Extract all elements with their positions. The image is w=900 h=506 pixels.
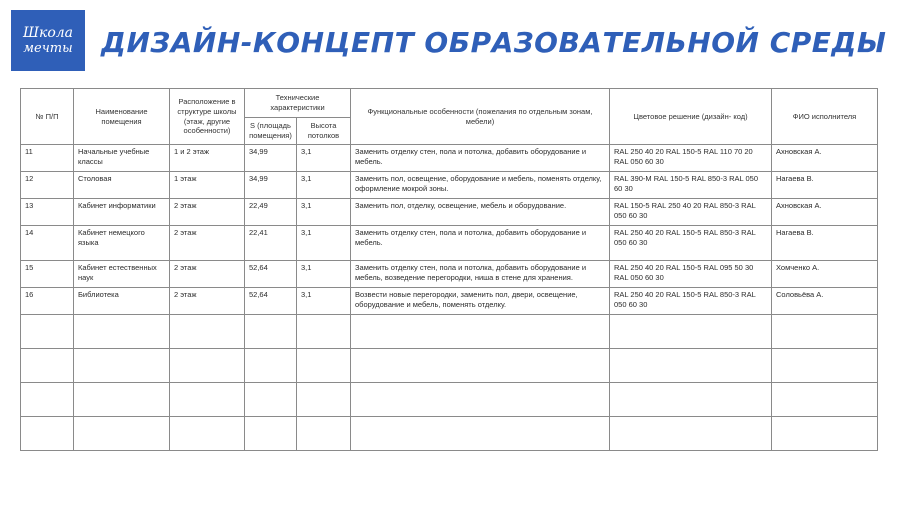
empty-cell-functional <box>351 417 610 451</box>
cell-area: 22,49 <box>245 199 297 226</box>
empty-row <box>21 383 878 417</box>
cell-location: 2 этаж <box>170 199 245 226</box>
table-row <box>21 145 878 172</box>
empty-cell-name <box>74 349 170 383</box>
header-room-name: Наименование помещения <box>74 89 170 145</box>
cell-location: 1 и 2 этаж <box>170 145 245 172</box>
empty-cell-color <box>610 315 772 349</box>
table-row <box>21 172 878 199</box>
table-row <box>21 226 878 261</box>
cell-name: Столовая <box>74 172 170 199</box>
cell-color: RAL 390-M RAL 150-5 RAL 850-3 RAL 050 60 30 <box>610 172 772 199</box>
cell-area: 22,41 <box>245 226 297 261</box>
header-area: S (площадь помещения) <box>245 118 297 145</box>
cell-author: Соловьёва А. <box>772 288 878 315</box>
empty-cell-num <box>21 383 74 417</box>
empty-cell-location <box>170 417 245 451</box>
cell-color: RAL 250 40 20 RAL 150-5 RAL 095 50 30 RAL 050 60 30 <box>610 261 772 288</box>
cell-name: Кабинет естественных наук <box>74 261 170 288</box>
cell-name: Кабинет немецкого языка <box>74 226 170 261</box>
empty-cell-functional <box>351 383 610 417</box>
empty-cell-author <box>772 315 878 349</box>
cell-name: Кабинет информатики <box>74 199 170 226</box>
empty-cell-height <box>297 349 351 383</box>
cell-height: 3,1 <box>297 172 351 199</box>
cell-functional: Заменить пол, освещение, оборудование и мебель, поменять отделку, оформление мокрой зоны. <box>351 172 610 199</box>
empty-cell-author <box>772 349 878 383</box>
table-row <box>21 288 878 315</box>
empty-cell-location <box>170 349 245 383</box>
header-num: № П/П <box>21 89 74 145</box>
empty-cell-name <box>74 417 170 451</box>
header-author: ФИО исполнителя <box>772 89 878 145</box>
cell-area: 34,99 <box>245 172 297 199</box>
empty-cell-num <box>21 315 74 349</box>
cell-color: RAL 250 40 20 RAL 150-5 RAL 850-3 RAL 050 60 30 <box>610 288 772 315</box>
empty-cell-height <box>297 315 351 349</box>
logo-line-1: Школа <box>22 25 74 41</box>
empty-cell-name <box>74 315 170 349</box>
cell-functional: Возвести новые перегородки, заменить пол, двери, освещение, оборудование и мебель, поменять отделку. <box>351 288 610 315</box>
page-title: ДИЗАЙН-КОНЦЕПТ ОБРАЗОВАТЕЛЬНОЙ СРЕДЫ <box>101 26 887 59</box>
empty-cell-num <box>21 417 74 451</box>
cell-author: Нагаева В. <box>772 172 878 199</box>
empty-cell-color <box>610 349 772 383</box>
cell-num: 12 <box>21 172 74 199</box>
cell-color: RAL 150-5 RAL 250 40 20 RAL 850-3 RAL 050 60 30 <box>610 199 772 226</box>
cell-functional: Заменить отделку стен, пола и потолка, добавить оборудование и мебель. <box>351 226 610 261</box>
cell-functional: Заменить отделку стен, пола и потолка, добавить оборудование и мебель. <box>351 145 610 172</box>
header-height: Высота потолков <box>297 118 351 145</box>
cell-name: Библиотека <box>74 288 170 315</box>
empty-cell-location <box>170 315 245 349</box>
logo-line-2: мечты <box>23 41 73 56</box>
cell-height: 3,1 <box>297 288 351 315</box>
empty-cell-author <box>772 417 878 451</box>
empty-cell-name <box>74 383 170 417</box>
header-functional: Функциональные особенности (пожелания по отдельным зонам, мебели) <box>351 89 610 145</box>
cell-location: 1 этаж <box>170 172 245 199</box>
cell-author: Хомченко А. <box>772 261 878 288</box>
table-body <box>21 145 878 451</box>
cell-area: 52,64 <box>245 261 297 288</box>
cell-area: 34,99 <box>245 145 297 172</box>
empty-cell-area <box>245 315 297 349</box>
empty-row <box>21 417 878 451</box>
cell-num: 14 <box>21 226 74 261</box>
school-logo <box>11 10 85 71</box>
header-color: Цветовое решение (дизайн- код) <box>610 89 772 145</box>
empty-cell-color <box>610 383 772 417</box>
empty-cell-author <box>772 383 878 417</box>
cell-location: 2 этаж <box>170 288 245 315</box>
empty-row <box>21 349 878 383</box>
table-row <box>21 261 878 288</box>
empty-cell-area <box>245 349 297 383</box>
cell-location: 2 этаж <box>170 226 245 261</box>
design-concept-table <box>20 88 878 451</box>
cell-location: 2 этаж <box>170 261 245 288</box>
cell-color: RAL 250 40 20 RAL 150-5 RAL 850-3 RAL 050 60 30 <box>610 226 772 261</box>
empty-cell-location <box>170 383 245 417</box>
cell-num: 13 <box>21 199 74 226</box>
cell-author: Нагаева В. <box>772 226 878 261</box>
cell-num: 15 <box>21 261 74 288</box>
table-row <box>21 199 878 226</box>
empty-cell-height <box>297 417 351 451</box>
cell-name: Начальные учебные классы <box>74 145 170 172</box>
cell-author: Ахновская А. <box>772 199 878 226</box>
cell-num: 16 <box>21 288 74 315</box>
cell-num: 11 <box>21 145 74 172</box>
cell-height: 3,1 <box>297 226 351 261</box>
cell-height: 3,1 <box>297 199 351 226</box>
empty-cell-num <box>21 349 74 383</box>
empty-cell-functional <box>351 349 610 383</box>
header-tech: Технические характеристики <box>245 89 351 118</box>
header-location: Расположение в структуре школы (этаж, другие особенности) <box>170 89 245 145</box>
cell-height: 3,1 <box>297 261 351 288</box>
empty-cell-height <box>297 383 351 417</box>
cell-functional: Заменить отделку стен, пола и потолка, добавить оборудование и мебель, возведение перегородки, ниша в стене для хранения. <box>351 261 610 288</box>
empty-cell-area <box>245 383 297 417</box>
empty-cell-functional <box>351 315 610 349</box>
cell-height: 3,1 <box>297 145 351 172</box>
empty-cell-color <box>610 417 772 451</box>
cell-area: 52,64 <box>245 288 297 315</box>
cell-functional: Заменить пол, отделку, освещение, мебель и оборудование. <box>351 199 610 226</box>
cell-author: Ахновская А. <box>772 145 878 172</box>
cell-color: RAL 250 40 20 RAL 150-5 RAL 110 70 20 RAL 050 60 30 <box>610 145 772 172</box>
empty-row <box>21 315 878 349</box>
empty-cell-area <box>245 417 297 451</box>
